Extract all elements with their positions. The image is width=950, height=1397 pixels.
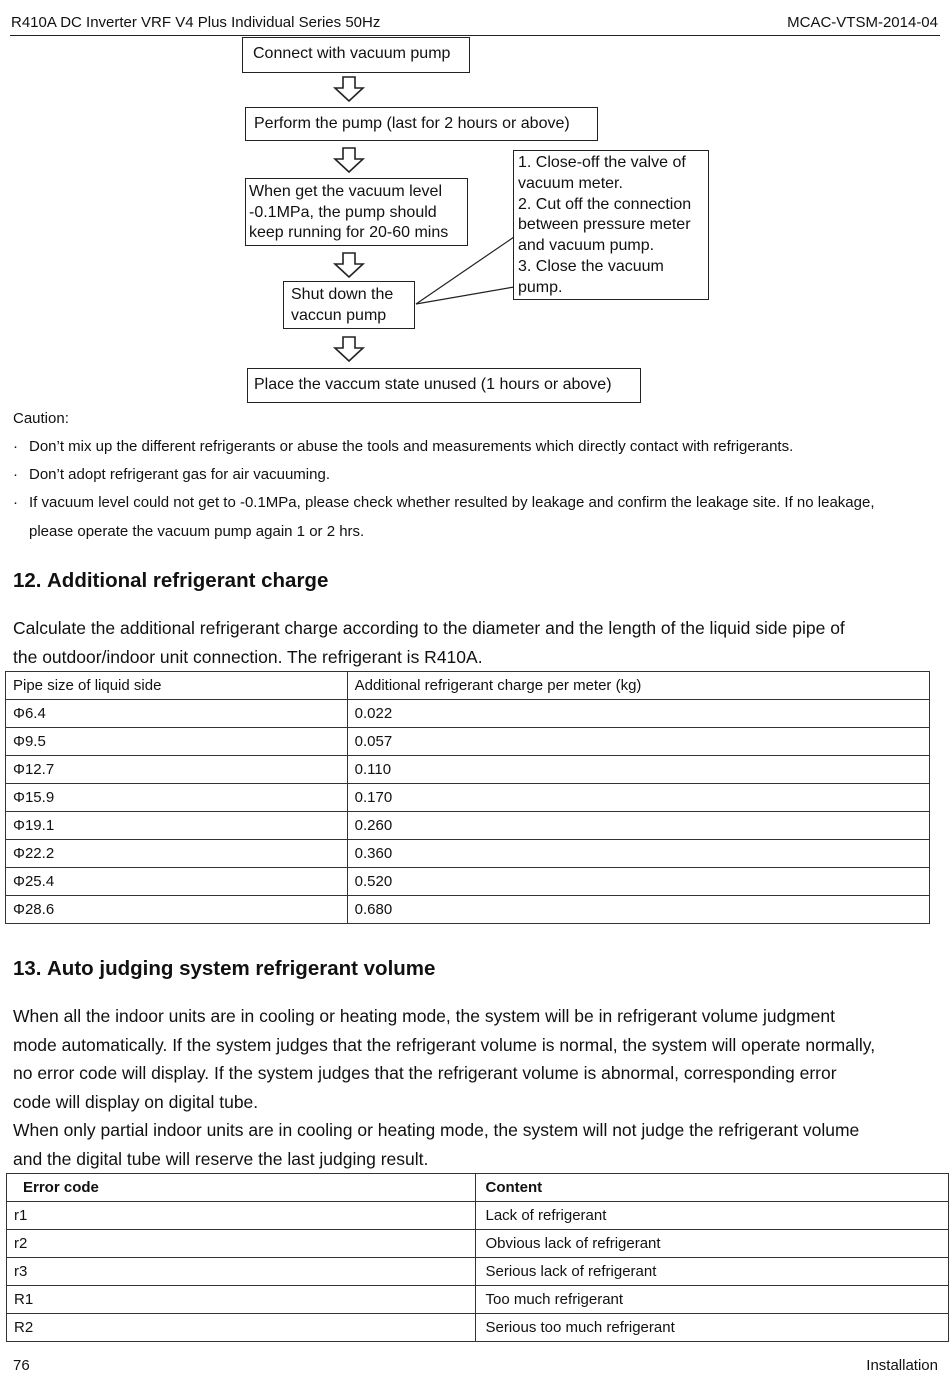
footer-section: Installation <box>866 1357 938 1374</box>
flow-step-line: -0.1MPa, the pump should <box>249 203 437 221</box>
note-line: 2. Cut off the connection <box>518 195 692 213</box>
flow-arrow-down-icon <box>332 336 366 362</box>
paragraph-line: When only partial indoor units are in cooling or heating mode, the system will not judge the refrigerant volume <box>13 1120 860 1140</box>
pipe-size-cell: Φ22.2 <box>6 840 348 868</box>
flow-step-shutdown <box>283 281 415 329</box>
pipe-size-cell: Φ15.9 <box>6 784 348 812</box>
charge-cell: 0.680 <box>347 896 929 924</box>
section-number: 12. <box>13 569 42 592</box>
charge-cell: 0.360 <box>347 840 929 868</box>
table-row <box>7 1202 949 1230</box>
column-header: Additional refrigerant charge per meter (kg) <box>347 672 929 700</box>
error-code-cell: r2 <box>7 1230 476 1258</box>
caution-text: Don’t adopt refrigerant gas for air vacuuming. <box>29 466 330 483</box>
flow-step-line: vaccun pump <box>291 306 387 324</box>
table-row <box>6 700 930 728</box>
charge-cell: 0.057 <box>347 728 929 756</box>
table-row <box>7 1286 949 1314</box>
note-line: 1. Close-off the valve of <box>518 154 686 171</box>
bullet-symbol: · <box>13 466 18 483</box>
note-line: and vacuum pump. <box>518 237 655 255</box>
pipe-size-cell: Φ6.4 <box>6 700 348 728</box>
column-header: Error code <box>7 1174 476 1202</box>
table-row <box>6 784 930 812</box>
table-row <box>7 1258 949 1286</box>
content-cell: Serious too much refrigerant <box>476 1314 949 1342</box>
table-row <box>7 1314 949 1342</box>
caution-text-continued: please operate the vacuum pump again 1 or 2 hrs. <box>29 523 365 540</box>
paragraph-line: and the digital tube will reserve the last judging result. <box>13 1148 429 1169</box>
bullet-symbol: · <box>13 494 18 511</box>
caution-text: If vacuum level could not get to -0.1MPa, please check whether resulted by leakage and confirm the leakage site. If no leakage, <box>29 494 875 511</box>
paragraph-line: When all the indoor units are in cooling or heating mode, the system will be in refrigerant volume judgment <box>13 1006 835 1026</box>
paragraph-line: the outdoor/indoor unit connection. The refrigerant is R410A. <box>13 646 483 667</box>
header-divider <box>10 35 940 36</box>
flow-step-unused: Place the vaccum state unused (1 hours or above) <box>247 368 641 403</box>
paragraph-line: no error code will display. If the system judges that the refrigerant volume is abnormal, corresponding error <box>13 1063 837 1083</box>
error-code-cell: R2 <box>7 1314 476 1342</box>
charge-cell: 0.170 <box>347 784 929 812</box>
column-header: Content <box>476 1174 949 1202</box>
section-title: Additional refrigerant charge <box>47 569 329 592</box>
table-row <box>6 868 930 896</box>
flow-arrow-down-icon <box>332 76 366 102</box>
pipe-size-cell: Φ25.4 <box>6 868 348 896</box>
note-line: vacuum meter. <box>518 174 623 192</box>
flow-step-line: Shut down the <box>291 286 394 303</box>
charge-cell: 0.260 <box>347 812 929 840</box>
flow-step-pump: Perform the pump (last for 2 hours or above) <box>245 107 598 141</box>
error-code-table <box>6 1173 949 1342</box>
table-row <box>6 840 930 868</box>
paragraph-line: mode automatically. If the system judges that the refrigerant volume is normal, the system will operate normally, <box>13 1034 876 1055</box>
charge-cell: 0.520 <box>347 868 929 896</box>
table-row <box>6 896 930 924</box>
pipe-size-cell: Φ28.6 <box>6 896 348 924</box>
pipe-size-cell: Φ19.1 <box>6 812 348 840</box>
content-cell: Lack of refrigerant <box>476 1202 949 1230</box>
table-header-row <box>7 1174 949 1202</box>
charge-cell: 0.110 <box>347 756 929 784</box>
paragraph-line: code will display on digital tube. <box>13 1091 259 1112</box>
callout-pointer <box>410 232 520 310</box>
error-code-cell: R1 <box>7 1286 476 1314</box>
refrigerant-charge-table <box>5 671 930 924</box>
caution-title: Caution: <box>13 410 69 427</box>
flow-callout-note <box>513 150 709 300</box>
table-header-row <box>6 672 930 700</box>
content-cell: Serious lack of refrigerant <box>476 1258 949 1286</box>
section-paragraph <box>13 1002 875 1173</box>
flow-arrow-down-icon <box>332 252 366 278</box>
header-doc-code: MCAC-VTSM-2014-04 <box>787 14 938 31</box>
table-row <box>7 1230 949 1258</box>
content-cell: Obvious lack of refrigerant <box>476 1230 949 1258</box>
note-line: pump. <box>518 278 563 296</box>
flow-arrow-down-icon <box>332 147 366 173</box>
flow-step-connect: Connect with vacuum pump <box>242 37 470 73</box>
pipe-size-cell: Φ12.7 <box>6 756 348 784</box>
flow-step-line: When get the vacuum level <box>249 183 442 200</box>
error-code-cell: r3 <box>7 1258 476 1286</box>
table-row <box>6 812 930 840</box>
table-row <box>6 728 930 756</box>
pipe-size-cell: Φ9.5 <box>6 728 348 756</box>
charge-cell: 0.022 <box>347 700 929 728</box>
table-row <box>6 756 930 784</box>
bullet-symbol: · <box>13 438 18 455</box>
note-line: 3. Close the vacuum <box>518 257 664 275</box>
content-cell: Too much refrigerant <box>476 1286 949 1314</box>
paragraph-line: Calculate the additional refrigerant charge according to the diameter and the length of the liquid side pipe of <box>13 618 845 638</box>
header-title: R410A DC Inverter VRF V4 Plus Individual Series 50Hz <box>11 14 381 31</box>
error-code-cell: r1 <box>7 1202 476 1230</box>
column-header: Pipe size of liquid side <box>6 672 348 700</box>
flow-step-line: keep running for 20-60 mins <box>249 224 449 241</box>
page-number: 76 <box>13 1357 30 1374</box>
section-number: 13. <box>13 957 42 980</box>
section-title: Auto judging system refrigerant volume <box>47 957 436 980</box>
caution-text: Don’t mix up the different refrigerants or abuse the tools and measurements which directly contact with refrigerants. <box>29 438 794 455</box>
note-line: between pressure meter <box>518 216 691 234</box>
section-paragraph <box>13 614 845 671</box>
